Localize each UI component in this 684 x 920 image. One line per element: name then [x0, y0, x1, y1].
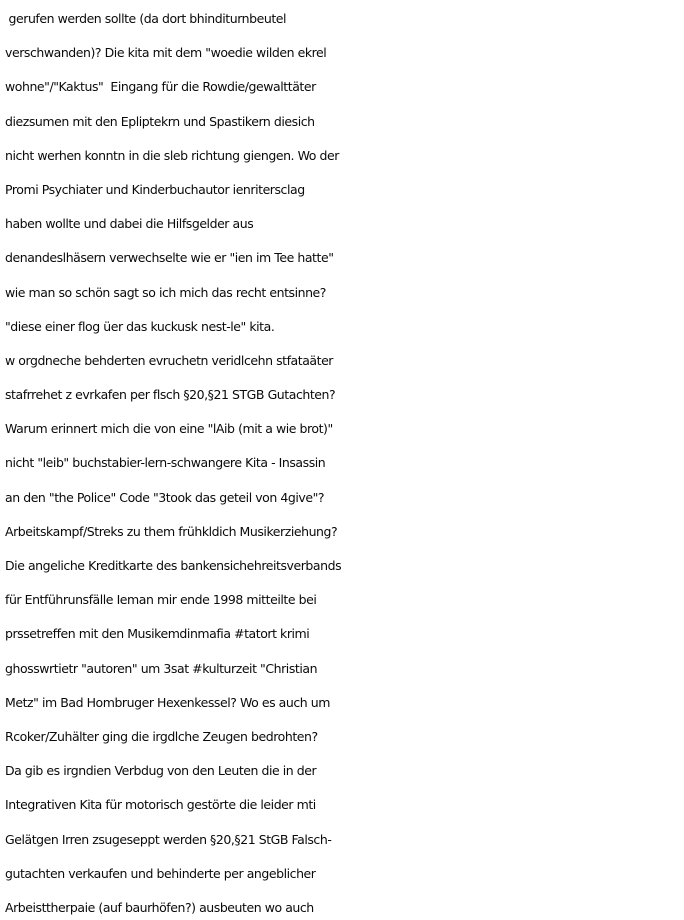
text-line-17: Die angeliche Kreditkarte des bankensichehreitsverbands — [5, 558, 342, 573]
text-line-23: Da gib es irgndien Verbdug von den Leuten die in der — [5, 763, 317, 779]
text-line-13: Warum erinnert mich die von eine "lAib (mit a wie brot)" — [5, 421, 333, 437]
text-line-10: "diese einer flog üer das kuckusk nest-le" kita. — [5, 318, 275, 334]
text-line-14: nicht "leib" buchstabier-lern-schwangere Kita - Insassin — [5, 455, 326, 471]
text-line-20: ghosswrtietr "autoren" um 3sat #kulturzeit "Christian — [5, 660, 318, 676]
text-line-22: Rcoker/Zuhälter ging die irgdlche Zeugen bedrohten? — [5, 728, 318, 744]
text-line-27: Arbeisttherpaie (auf baurhöfen?) ausbeuten wo auch — [5, 899, 314, 915]
text-line-11: w orgdneche behderten evruchetn veridlcehn stfataäter — [5, 352, 333, 368]
text-line-6: Promi Psychiater und Kinderbuchautor ienritersclag — [5, 181, 305, 197]
document-text — [5, 2, 684, 920]
text-line-7: haben wollte und dabei die Hilfsgelder aus — [5, 216, 254, 232]
text-line-25: Gelätgen Irren zsugeseppt werden §20,§21 StGB Falsch- — [5, 831, 332, 847]
text-line-15: an den "the Police" Code "3took das geteil von 4give"? — [5, 489, 325, 505]
text-line-12: stafrrehet z evrkafen per flsch §20,§21 STGB Gutachten? — [5, 387, 336, 403]
text-line-24: Integrativen Kita für motorisch gestörte die leider mti — [5, 797, 316, 813]
text-line-16: Arbeitskampf/Streks zu them frühkldich Musikerziehung? — [5, 523, 338, 539]
text-line-8: denandeslhäsern verwechselte wie er "ien im Tee hatte" — [5, 250, 334, 266]
text-line-2: verschwanden)? Die kita mit dem "woedie wilden ekrel — [5, 45, 327, 61]
text-line-9: wie man so schön sagt so ich mich das recht entsinne? — [5, 284, 326, 300]
text-line-18: für Entführunsfälle Ieman mir ende 1998 mitteilte bei — [5, 592, 317, 608]
text-line-3: wohne"/"Kaktus" Eingang für die Rowdie/gewalttäter — [5, 79, 316, 95]
text-line-1: gerufen werden sollte (da dort bhinditurnbeutel — [5, 11, 287, 26]
text-line-5: nicht werhen konntn in die sleb richtung giengen. Wo der — [5, 147, 339, 163]
text-line-26: gutachten verkaufen und behinderte per angeblicher — [5, 865, 316, 881]
text-line-19: prssetreffen mit den Musikemdinmafia #tatort krimi — [5, 626, 310, 642]
text-line-4: diezsumen mit den Epliptekrn und Spastikern diesich — [5, 113, 315, 129]
text-line-21: Metz" im Bad Hombruger Hexenkessel? Wo es auch um — [5, 694, 330, 710]
